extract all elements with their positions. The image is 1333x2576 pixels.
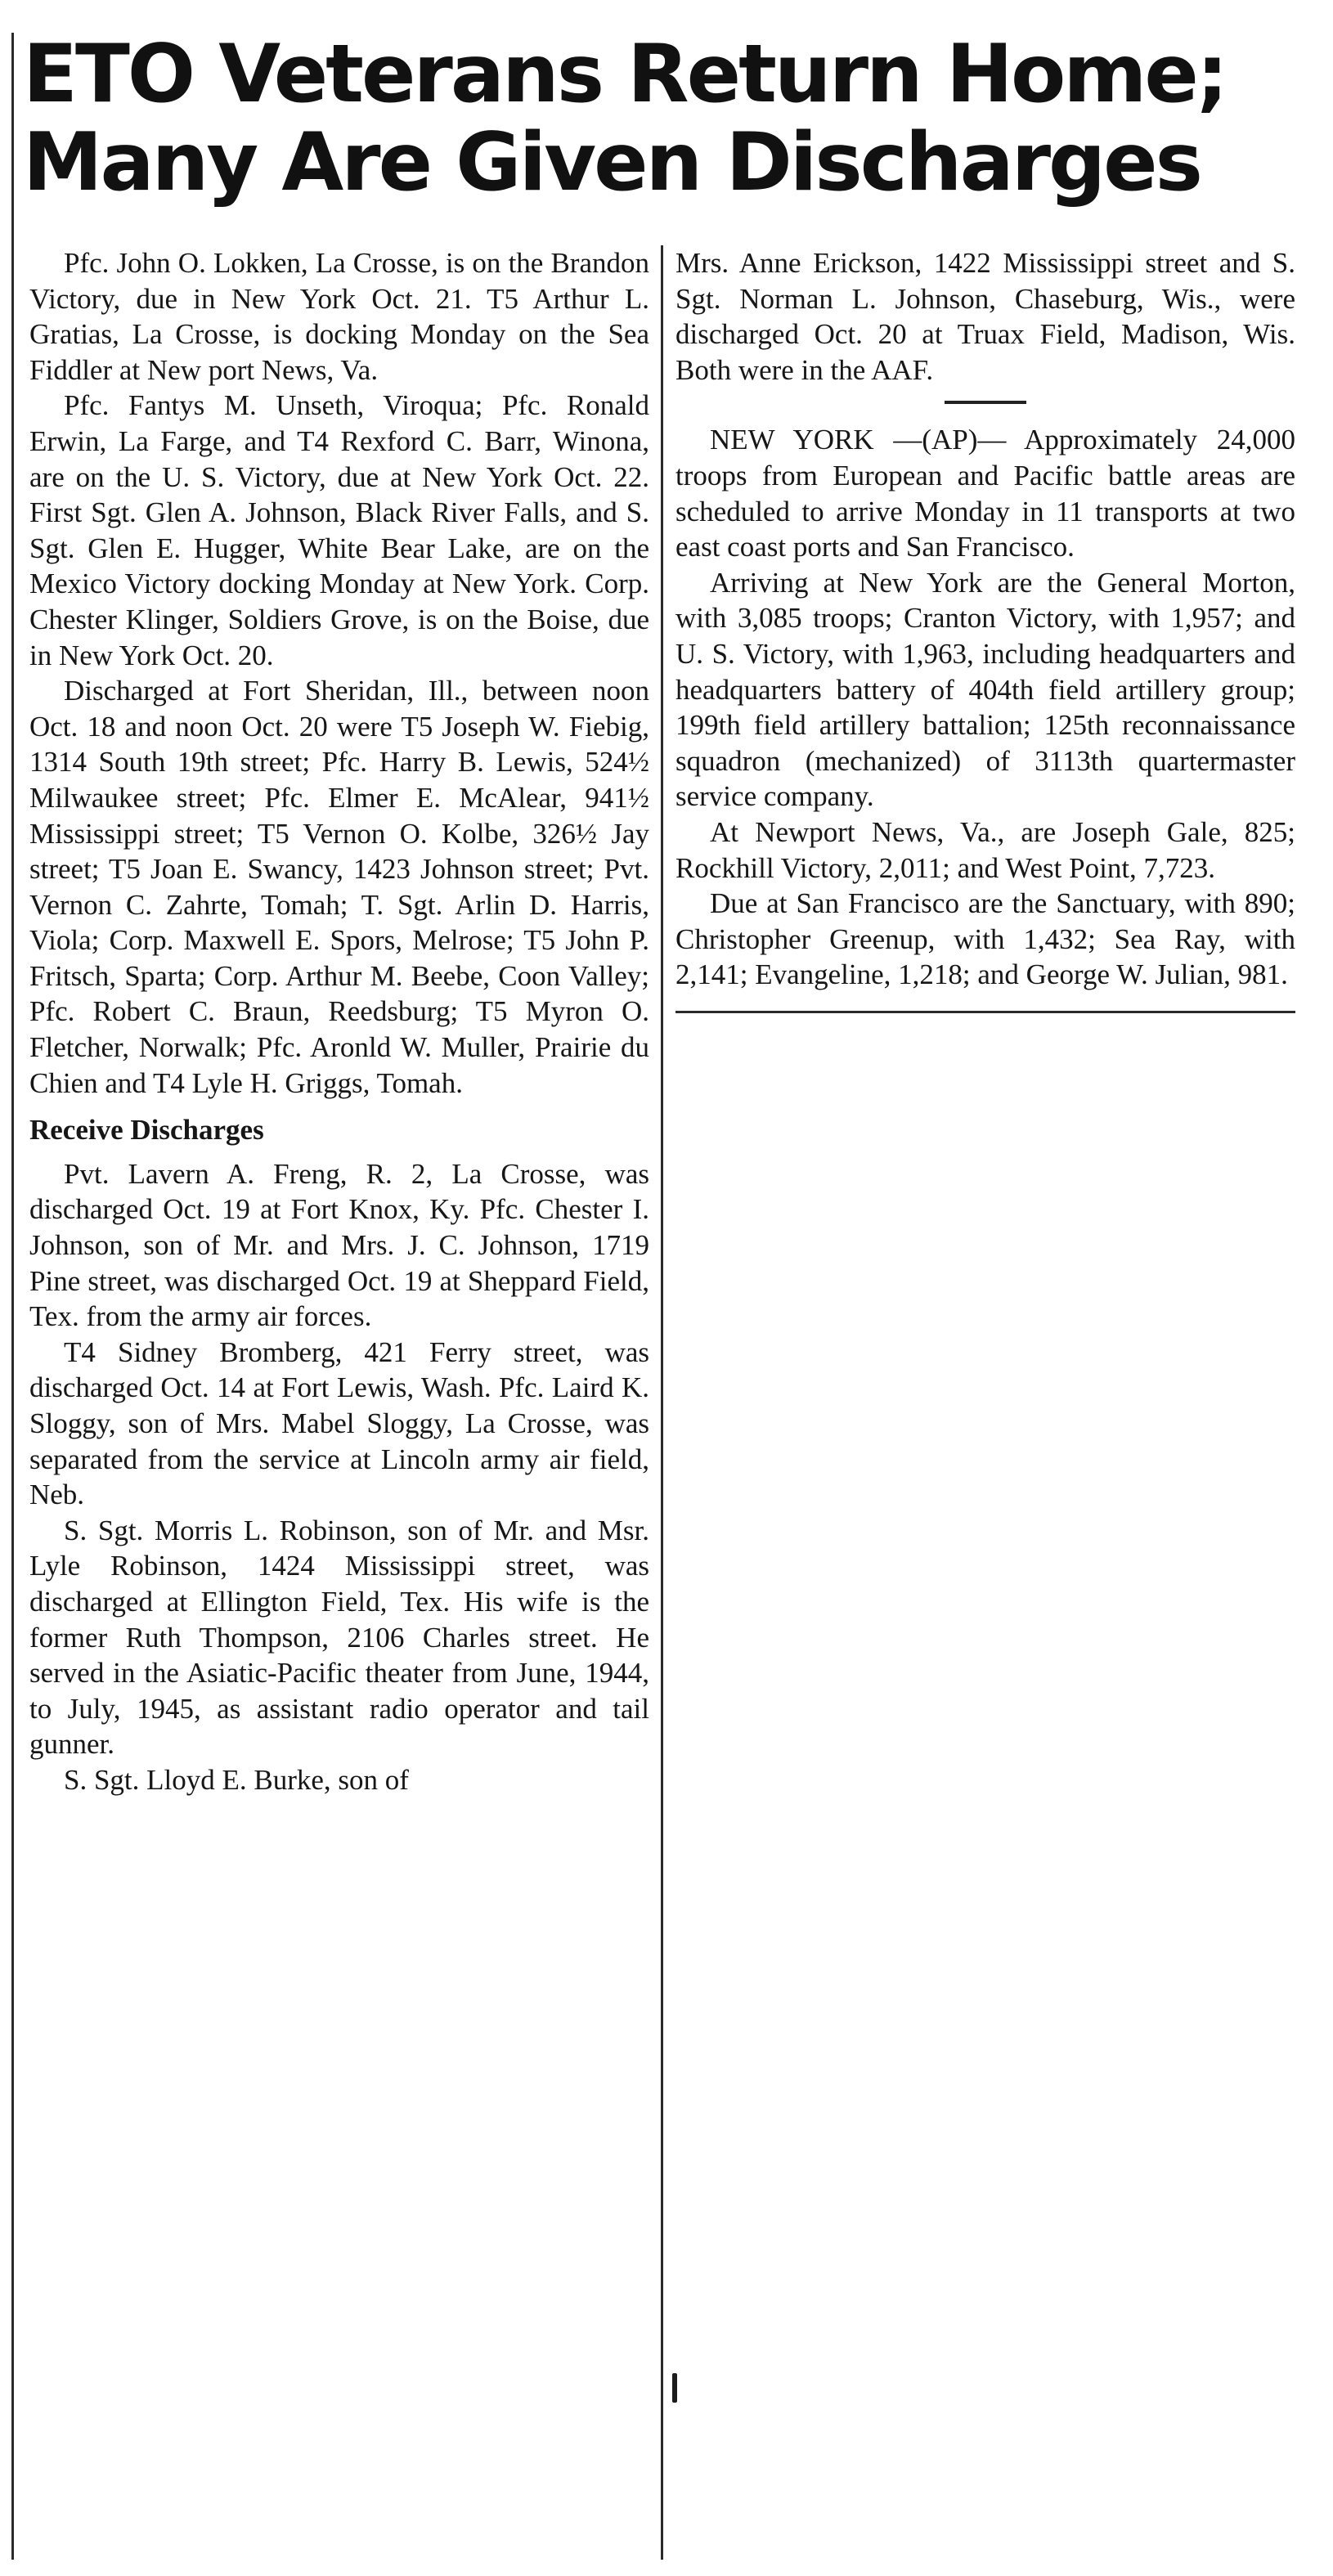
left-column <box>29 245 649 1798</box>
headline <box>23 28 1315 209</box>
column-rule <box>661 245 663 2560</box>
paragraph-discharges-2: T4 Sidney Bromberg, 421 Ferry street, was discharged Oct. 14 at Fort Lewis, Wash. Pfc. Laird K. Sloggy, son of Mrs. Mabel Sloggy, La Crosse, was separated from the service at Lincoln army air field, Neb. <box>29 1335 649 1511</box>
end-rule <box>675 1011 1295 1013</box>
paragraph-discharges-4: S. Sgt. Lloyd E. Burke, son of <box>64 1763 409 1796</box>
paragraph-san-francisco: Due at San Francisco are the Sanctuary, with 890; Christopher Greenup, with 1,432; Sea Ray, with 2,141; Evangeline, 1,218; and George W. Julian, 981. <box>675 887 1295 991</box>
headline-line-1: ETO Veterans Return Home; <box>23 28 1227 121</box>
left-border-rule <box>11 33 14 2560</box>
right-column <box>675 245 1295 1013</box>
paragraph-fort-sheridan-discharges: Discharged at Fort Sheridan, Ill., between noon Oct. 18 and noon Oct. 20 were T5 Joseph W. Fiebig, 1314 South 19th street; Pfc. Harry B. Lewis, 524½ Milwaukee street; Pfc. Elmer E. McAlear, 941½ Mississippi street; T5 Vernon O. Kolbe, 326½ Jay street; T5 Joan E. Swancy, 1423 Johnson street; Pvt. Vernon C. Zahrte, Tomah; T. Sgt. Arlin D. Harris, Viola; Corp. Maxwell E. Spors, Melrose; T5 John P. Fritsch, Sparta; Corp. Arthur M. Beebe, Coon Valley; Pfc. Robert C. Braun, Reedsburg; T5 Myron O. Fletcher, Norwalk; Pfc. Aronld W. Muller, Prairie du Chien and T4 Lyle H. Griggs, Tomah. <box>29 675 649 1099</box>
section-dash <box>945 401 1026 404</box>
paragraph-ship-arrivals-1: Pfc. John O. Lokken, La Crosse, is on the Brandon Victory, due in New York Oct. 21. T5 Arthur L. Gratias, La Crosse, is docking Monday on the Sea Fiddler at New port News, Va. <box>29 247 649 386</box>
paragraph-continued: Mrs. Anne Erickson, 1422 Mississippi street and S. Sgt. Norman L. Johnson, Chaseburg, Wis., were discharged Oct. 20 at Truax Field, Madison, Wis. Both were in the AAF. <box>675 247 1295 386</box>
paragraph-new-york-dateline: NEW YORK —(AP)— Approximately 24,000 troops from European and Pacific battle areas are scheduled to arrive Monday in 11 transports at two east coast ports and San Francisco. <box>675 424 1295 563</box>
paragraph-discharges-1: Pvt. Lavern A. Freng, R. 2, La Crosse, was discharged Oct. 19 at Fort Knox, Ky. Pfc. Chester I. Johnson, son of Mr. and Mrs. J. C. Johnson, 1719 Pine street, was discharged Oct. 19 at Sheppard Field, Tex. from the army air forces. <box>29 1157 649 1333</box>
subhead-receive-discharges: Receive Discharges <box>29 1114 264 1147</box>
paragraph-ship-arrivals-2: Pfc. Fantys M. Unseth, Viroqua; Pfc. Ronald Erwin, La Farge, and T4 Rexford C. Barr, Winona, are on the U. S. Victory, due at New York Oct. 22. First Sgt. Glen A. Johnson, Black River Falls, and S. Sgt. Glen E. Hugger, White Bear Lake, are on the Mexico Victory docking Monday at New York. Corp. Chester Klinger, Soldiers Grove, is on the Boise, due in New York Oct. 20. <box>29 389 649 671</box>
headline-line-2: Many Are Given Discharges <box>23 115 1201 209</box>
paragraph-discharges-3: S. Sgt. Morris L. Robinson, son of Mr. and Msr. Lyle Robinson, 1424 Mississippi street, was discharged at Ellington Field, Tex. His wife is the former Ruth Thompson, 2106 Charles street. He served in the Asiatic-Pacific theater from June, 1944, to July, 1945, as assistant radio operator and tail gunner. <box>29 1514 649 1761</box>
paragraph-new-york-arrivals: Arriving at New York are the General Morton, with 3,085 troops; Cranton Victory, with 1,957; and U. S. Victory, with 1,963, including headquarters and headquarters battery of 404th field artillery group; 199th field artillery battalion; 125th reconnaissance squadron (mechanized) of 3113th quartermaster service company. <box>675 566 1295 813</box>
edge-mark <box>672 2373 677 2403</box>
paragraph-newport-news: At Newport News, Va., are Joseph Gale, 825; Rockhill Victory, 2,011; and West Point, 7,723. <box>675 815 1295 884</box>
